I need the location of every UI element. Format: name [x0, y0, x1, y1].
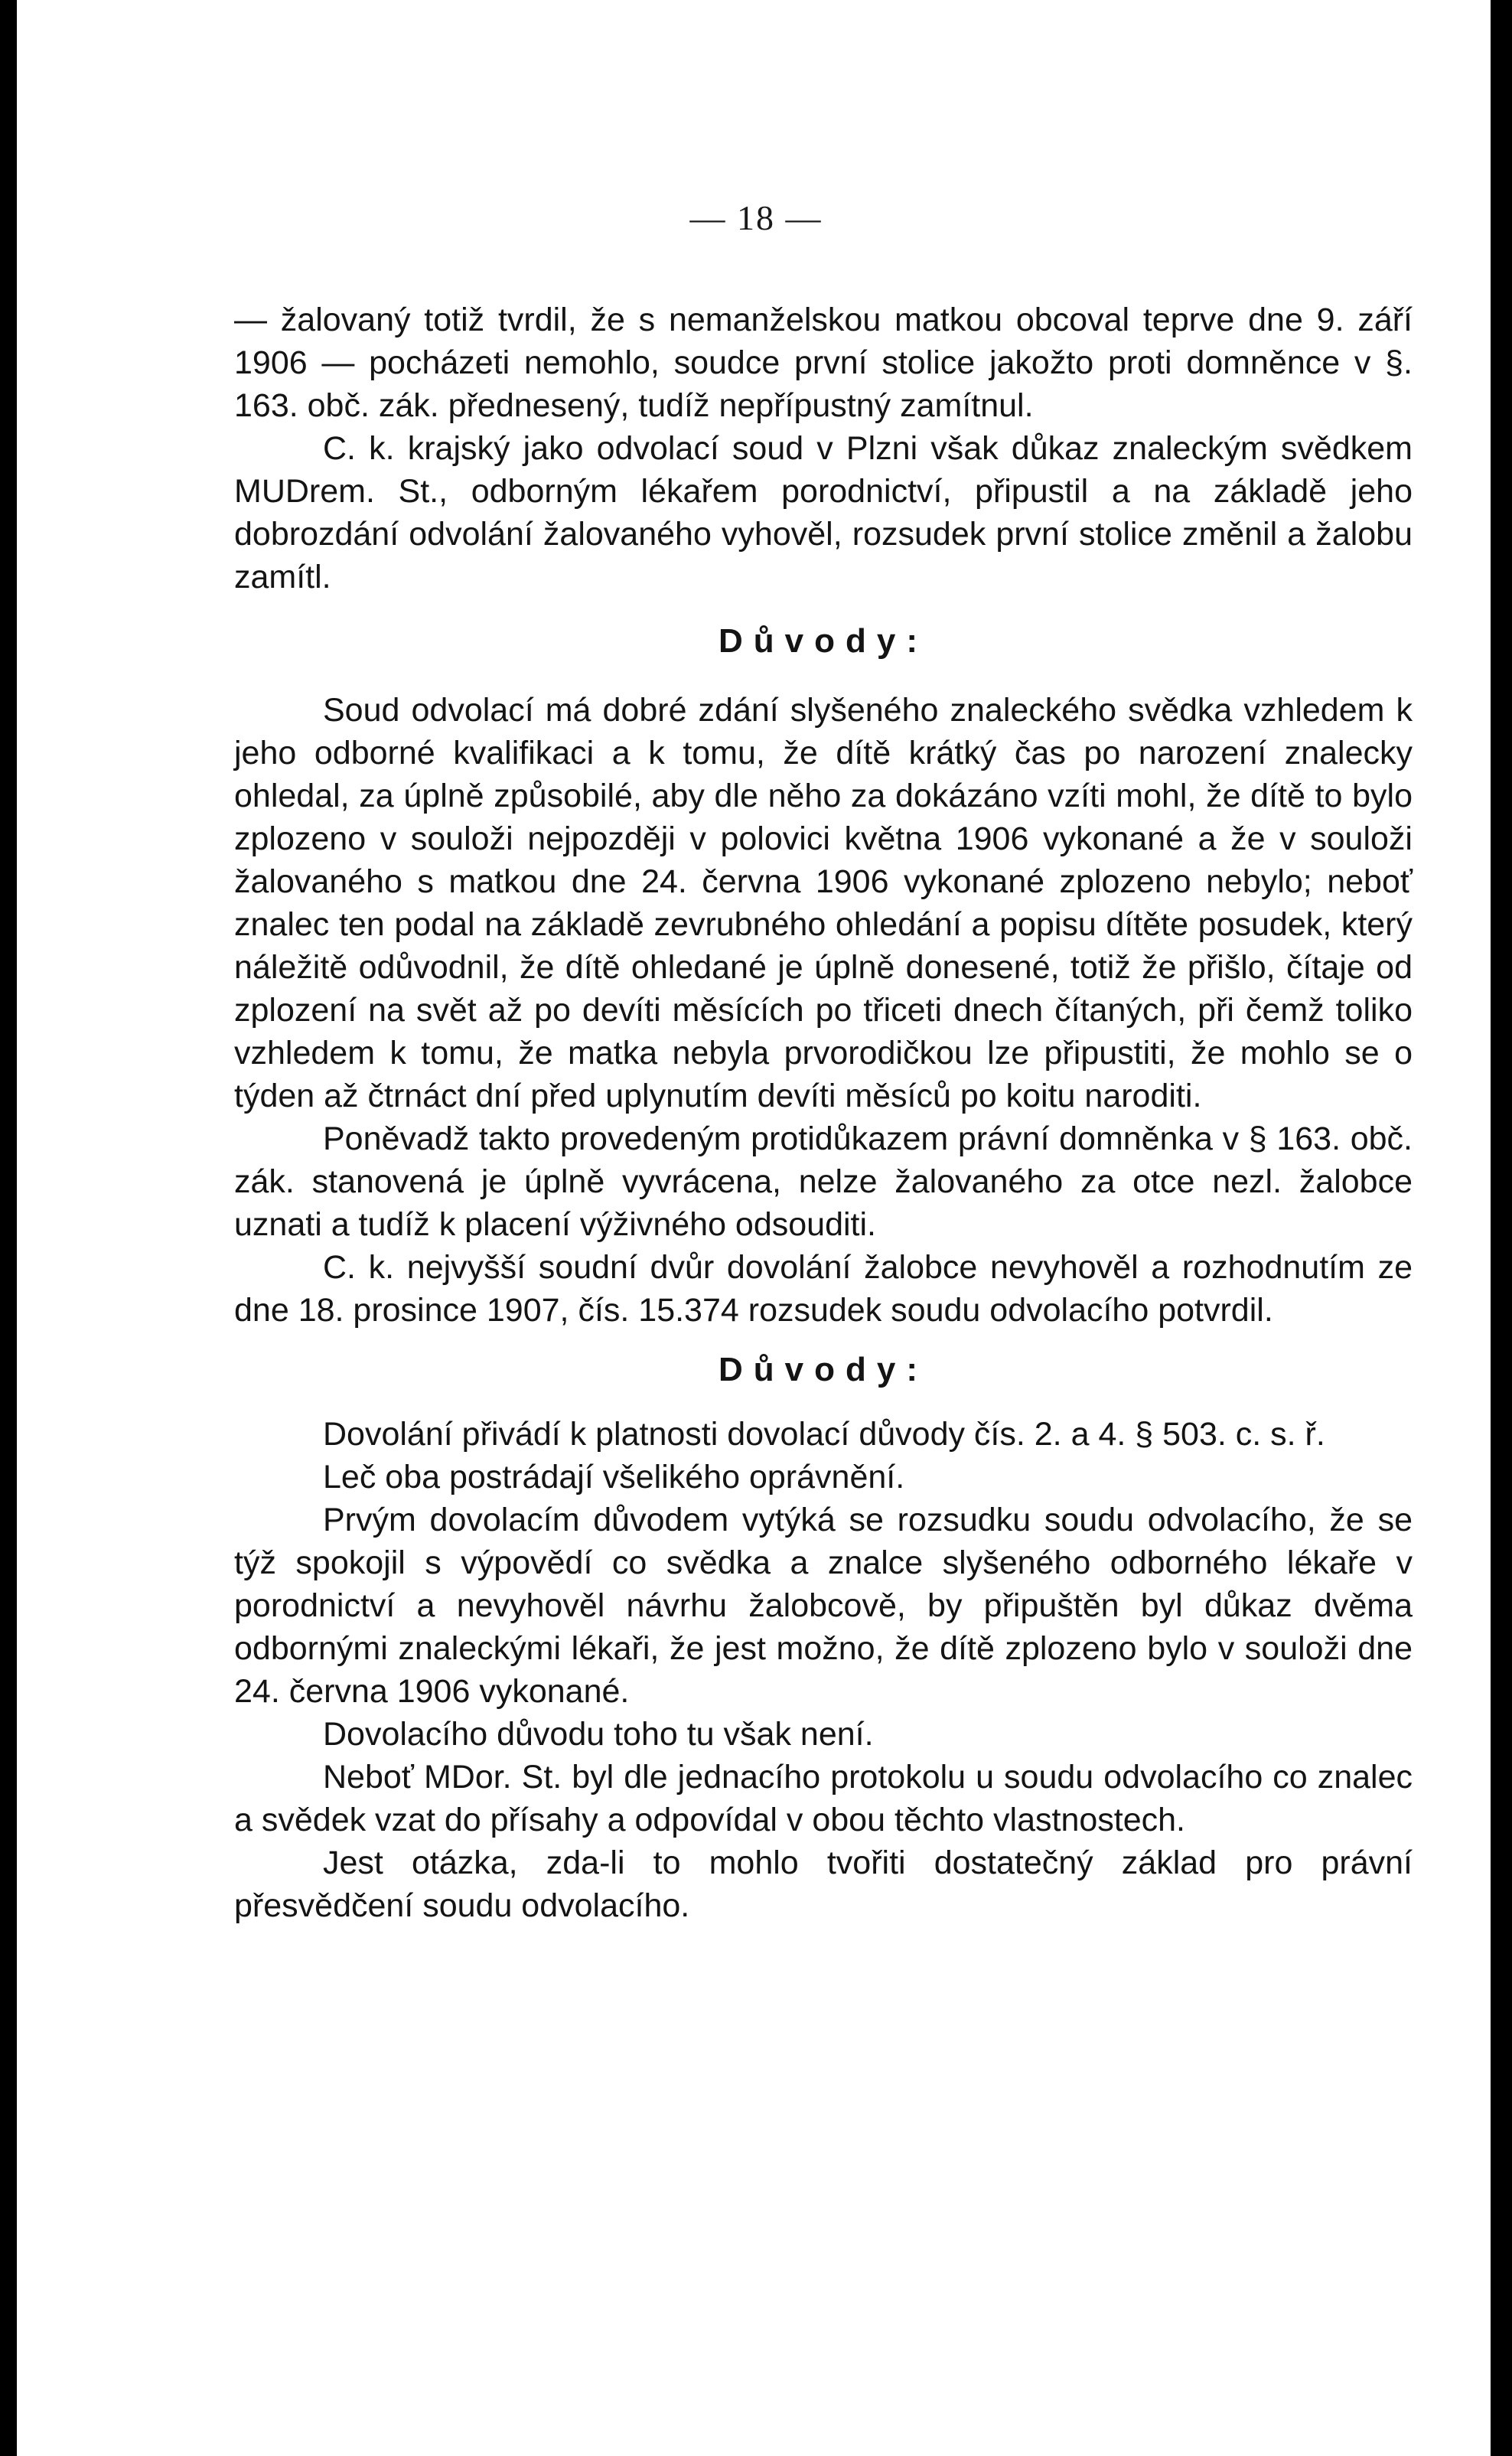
page-number: — 18 —	[689, 198, 823, 237]
document-page	[17, 0, 1495, 2456]
section-heading-1: Důvody:	[719, 622, 928, 660]
paragraph-6: Dovolání přivádí k platnosti dovolací důvody čís. 2. a 4. § 503. c. s. ř.	[323, 1416, 1325, 1453]
paragraph-1: — žalovaný totiž tvrdil, že s nemanželskou matkou obcoval teprve dne 9. září 1906 — pocházeti nemohlo, soudce první stolice jakožto proti domněnce v §. 163. obč. zák. přednesený, tudíž nepřípustný zamítnul.	[234, 302, 1413, 424]
paragraph-7: Leč oba postrádají všelikého oprávnění.	[323, 1459, 905, 1495]
body-text	[234, 298, 1413, 1927]
paragraph-2: C. k. krajský jako odvolací soud v Plzni však důkaz znaleckým svědkem MUDrem. St., odborným lékařem porodnictví, připustil a na základě jeho dobrozdání odvolání žalovaného vyhověl, rozsudek první stolice změnil a žalobu zamítl.	[234, 430, 1413, 595]
paragraph-10: Neboť MDor. St. byl dle jednacího protokolu u soudu odvolacího co znalec a svědek vzat do přísahy a odpovídal v obou těchto vlastnostech.	[234, 1759, 1413, 1838]
paragraph-3: Soud odvolací má dobré zdání slyšeného znaleckého svědka vzhledem k jeho odborné kvalifikaci a k tomu, že dítě krátký čas po narození znalecky ohledal, za úplně způsobilé, aby dle něho za dokázáno vzíti mohl, že dítě to bylo zplozeno v souloži nejpozději v polovici května 1906 vykonané a že v souloži žalovaného s matkou dne 24. června 1906 vykonané zplozeno nebylo; neboť znalec ten podal na základě zevrubného ohledání a popisu dítěte posudek, který náležitě odůvodnil, že dítě ohledané je úplně donesené, totiž že přišlo, čítaje od zplození na svět až po devíti měsících po třiceti dnech čítaných, při čemž toliko vzhledem k tomu, že matka nebyla prvorodičkou lze připustiti, že mohlo se o týden až čtrnáct dní před uplynutím devíti měsíců po koitu naroditi.	[234, 692, 1413, 1114]
paragraph-9: Dovolacího důvodu toho tu však není.	[323, 1716, 874, 1753]
paragraph-5: C. k. nejvyšší soudní dvůr dovolání žalobce nevyhověl a rozhodnutím ze dne 18. prosince 1907, čís. 15.374 rozsudek soudu odvolacího potvrdil.	[234, 1249, 1413, 1329]
scan-border-right	[1491, 0, 1512, 2456]
section-heading-2: Důvody:	[719, 1351, 928, 1388]
paragraph-4: Poněvadž takto provedeným protidůkazem právní domněnka v § 163. obč. zák. stanovená je úplně vyvrácena, nelze žalovaného za otce nezl. žalobce uznati a tudíž k placení výživného odsouditi.	[234, 1120, 1413, 1243]
paragraph-8: Prvým dovolacím důvodem vytýká se rozsudku soudu odvolacího, že se týž spokojil s výpovědí co svědka a znalce slyšeného odborného lékaře v porodnictví a nevyhověl návrhu žalobcově, by připuštěn byl důkaz dvěma odbornými znaleckými lékaři, že jest možno, že dítě zplozeno bylo v souloži dne 24. června 1906 vykonané.	[234, 1502, 1413, 1710]
paragraph-11: Jest otázka, zda-li to mohlo tvořiti dostatečný základ pro právní přesvědčení soudu odvolacího.	[234, 1844, 1413, 1924]
